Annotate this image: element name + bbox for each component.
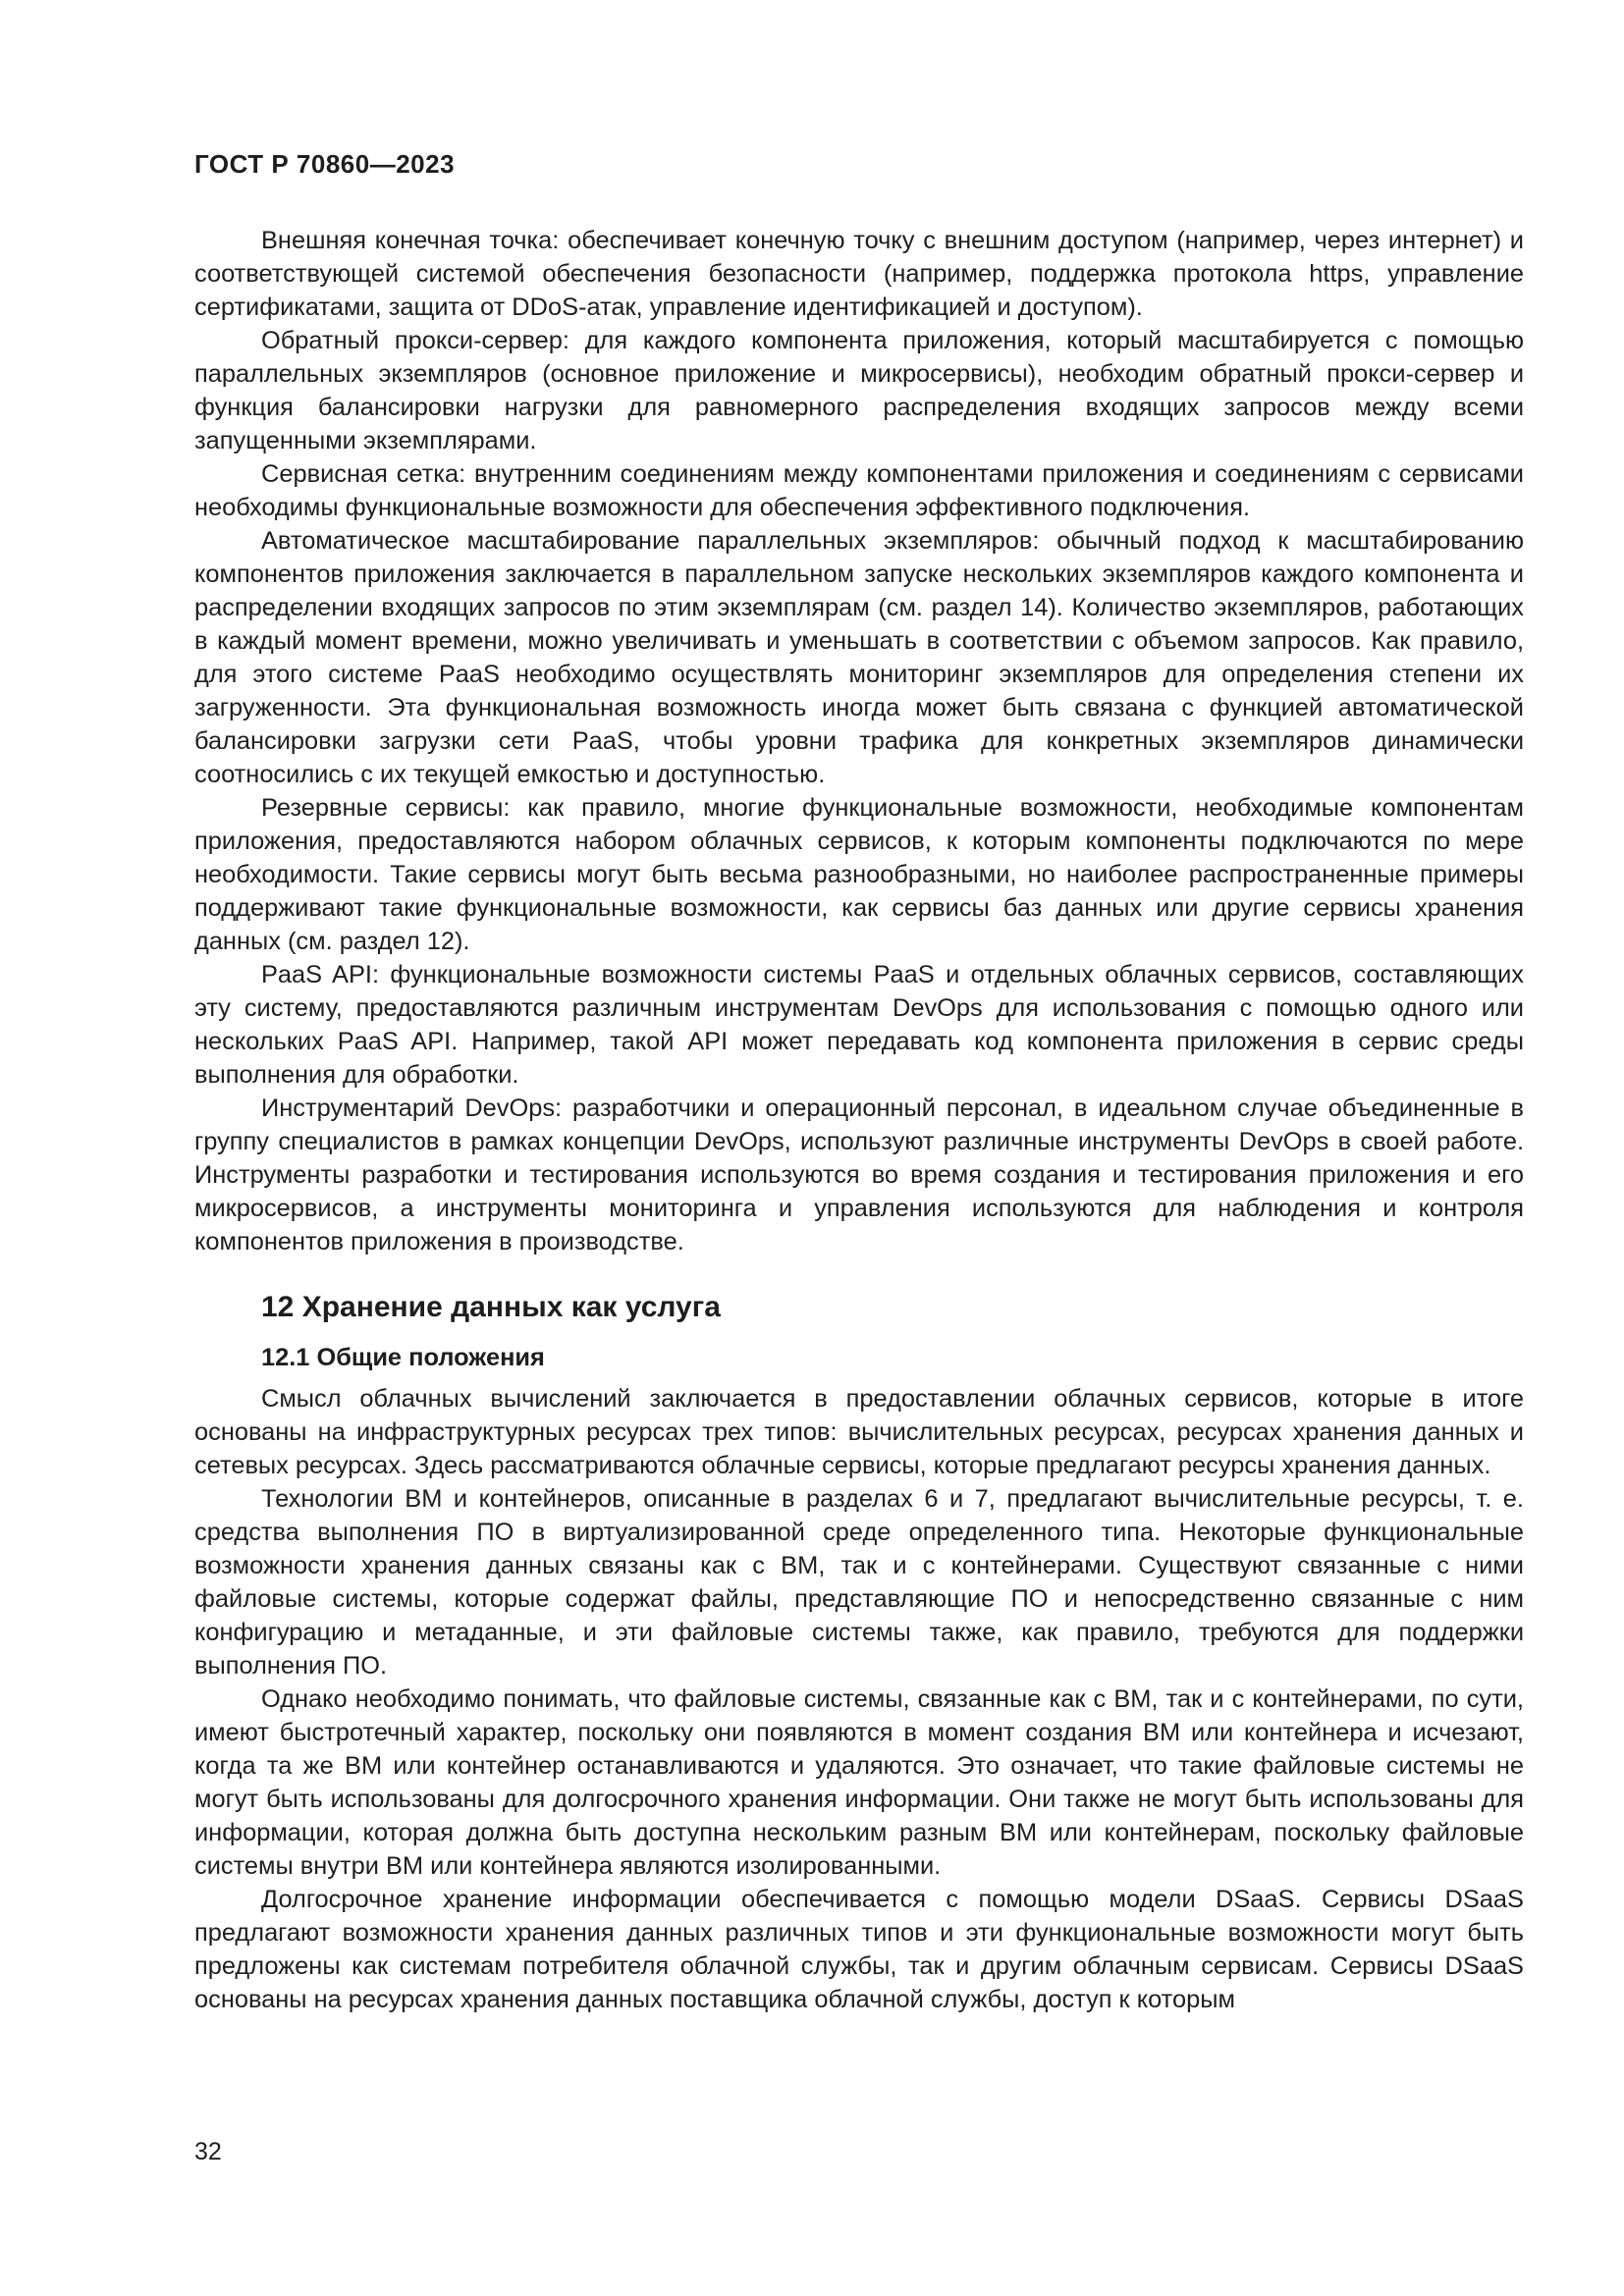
paragraph-cloud-computing: Смысл облачных вычислений заключается в предоставлении облачных сервисов, которые в итоге основаны на инфраструктурных ресурсах трех типов: вычислительных ресурсах, ресурсах хранения данных и сетевых ресурсах. Здесь рассматриваются облачные сервисы, которые предлагают ресурсы хранения данных. [194, 1385, 1524, 1479]
document-standard-code: ГОСТ Р 70860—2023 [194, 149, 456, 179]
paragraph-ephemeral-storage: Однако необходимо понимать, что файловые системы, связанные как с ВМ, так и с контейнерами, по сути, имеют быстротечный характер, поскольку они появляются в момент создания ВМ или контейнера и исчезают, когда та же ВМ или контейнер останавливаются и удаляются. Это означает, что такие файловые системы не могут быть использованы для долгосрочного хранения информации. Они также не могут быть использованы для информации, которая должна быть доступна нескольким разным ВМ или контейнерам, поскольку файловые системы внутри ВМ или контейнера являются изолированными. [194, 1685, 1524, 1880]
page-number: 32 [194, 2138, 222, 2165]
paragraph-reverse-proxy: Обратный прокси-сервер: для каждого компонента приложения, который масштабируется с помощью параллельных экземпляров (основное приложение и микросервисы), необходим обратный прокси-сервер и функция балансировки нагрузки для равномерного распределения входящих запросов между всеми запущенными экземплярами. [194, 327, 1524, 454]
paragraph-vm-containers: Технологии ВМ и контейнеров, описанные в разделах 6 и 7, предлагают вычислительные ресурсы, т. е. средства выполнения ПО в виртуализированной среде определенного типа. Некоторые функциональные возможности хранения данных связаны как с ВМ, так и с контейнерами. Существуют связанные с ними файловые системы, которые содержат файлы, представляющие ПО и непосредственно связанные с ним конфигурацию и метаданные, и эти файловые системы также, как правило, требуются для поддержки выполнения ПО. [194, 1485, 1524, 1680]
subsection-title: 12.1 Общие положения [261, 1344, 545, 1371]
paragraph-autoscaling: Автоматическое масштабирование параллельных экземпляров: обычный подход к масштабированию компонентов приложения заключается в параллельном запуске нескольких экземпляров каждого компонента и распределении входящих запросов по этим экземплярам (см. раздел 14). Количество экземпляров, работающих в каждый момент времени, можно увеличивать и уменьшать в соответствии с объемом запросов. Как правило, для этого системе PaaS необходимо осуществлять мониторинг экземпляров для определения степени их загруженности. Эта функциональная возможность иногда может быть связана с функцией автоматической балансировки загрузки сети PaaS, чтобы уровни трафика для конкретных экземпляров динамически соотносились с их текущей емкостью и доступностью. [194, 527, 1524, 788]
paragraph-dsaas: Долгосрочное хранение информации обеспечивается с помощью модели DSaaS. Сервисы DSaaS предлагают возможности хранения данных различных типов и эти функциональные возможности могут быть предложены как системам потребителя облачной службы, так и другим облачным сервисам. Сервисы DSaaS основаны на ресурсах хранения данных поставщика облачной службы, доступ к которым [194, 1886, 1524, 2013]
paragraph-paas-api: PaaS API: функциональные возможности системы PaaS и отдельных облачных сервисов, составляющих эту систему, предоставляются различным инструментам DevOps для использования с помощью одного или нескольких PaaS API. Например, такой API может передавать код компонента приложения в сервис среды выполнения для обработки. [194, 961, 1524, 1089]
paragraph-service-mesh: Сервисная сетка: внутренним соединениям между компонентами приложения и соединениям с сервисами необходимы функциональные возможности для обеспечения эффективного подключения. [194, 460, 1524, 521]
page-body [194, 224, 1524, 2016]
paragraph-devops-tools: Инструментарий DevOps: разработчики и операционный персонал, в идеальном случае объединенные в группу специалистов в рамках концепции DevOps, используют различные инструменты DevOps в своей работе. Инструменты разработки и тестирования используются во время создания и тестирования приложения и его микросервисов, а инструменты мониторинга и управления используются для наблюдения и контроля компонентов приложения в производстве. [194, 1095, 1524, 1255]
section-title: 12 Хранение данных как услуга [261, 1291, 721, 1323]
paragraph-backing-services: Резервные сервисы: как правило, многие функциональные возможности, необходимые компонентам приложения, предоставляются набором облачных сервисов, к которым компоненты подключаются по мере необходимости. Такие сервисы могут быть весьма разнообразными, но наиболее распространенные примеры поддерживают такие функциональные возможности, как сервисы баз данных или другие сервисы хранения данных (см. раздел 12). [194, 794, 1524, 955]
paragraph-external-endpoint: Внешняя конечная точка: обеспечивает конечную точку с внешним доступом (например, через интернет) и соответствующей системой обеспечения безопасности (например, поддержка протокола https, управление сертификатами, защита от DDoS-атак, управление идентификацией и доступом). [194, 227, 1524, 321]
